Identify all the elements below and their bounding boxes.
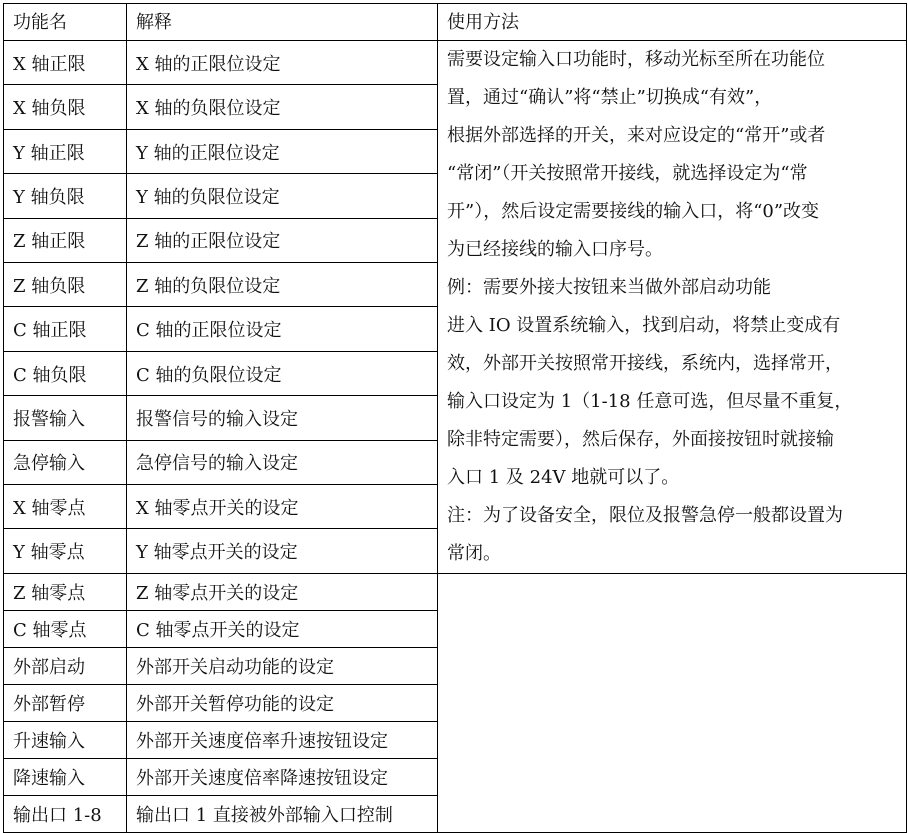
function-explanation: Z 轴零点开关的设定	[127, 574, 438, 611]
header-explanation: 解释	[127, 4, 438, 41]
function-name: Y 轴零点	[4, 529, 127, 574]
function-name: C 轴负限	[4, 351, 127, 395]
usage-line: 输入口设定为 1（1-18 任意可选，但尽量不重复，	[447, 391, 853, 412]
function-explanation: 外部开关速度倍率升速按钮设定	[127, 722, 438, 759]
function-explanation: Y 轴零点开关的设定	[127, 529, 438, 574]
function-name: C 轴正限	[4, 307, 127, 351]
usage-line: 入口 1 及 24V 地就可以了。	[447, 467, 680, 488]
table-row	[4, 41, 907, 85]
usage-line: 进入 IO 设置系统输入，找到启动，将禁止变成有	[447, 315, 841, 336]
usage-line: “常闭”（开关按照常开接线，就选择设定为“常	[447, 163, 808, 184]
usage-line: 为已经接线的输入口序号。	[447, 239, 663, 260]
function-name: X 轴零点	[4, 485, 127, 529]
function-explanation: Y 轴的负限位设定	[127, 174, 438, 218]
function-name: 输出口 1-8	[4, 796, 127, 833]
function-explanation: 外部开关启动功能的设定	[127, 648, 438, 685]
usage-instructions	[438, 41, 907, 574]
function-explanation: 外部开关速度倍率降速按钮设定	[127, 759, 438, 796]
usage-line: 置，通过“确认”将“禁止”切换成“有效”，	[447, 87, 773, 108]
function-explanation: C 轴的正限位设定	[127, 307, 438, 351]
function-explanation: 输出口 1 直接被外部输入口控制	[127, 796, 438, 833]
usage-line: 根据外部选择的开关，来对应设定的“常开”或者	[447, 125, 826, 146]
usage-note-line: 注：为了设备安全，限位及报警急停一般都设置为	[447, 505, 843, 526]
function-name: 报警输入	[4, 396, 127, 440]
function-explanation: 外部开关暂停功能的设定	[127, 685, 438, 722]
function-name: Z 轴正限	[4, 218, 127, 262]
function-explanation: Z 轴的正限位设定	[127, 218, 438, 262]
function-name: C 轴零点	[4, 611, 127, 648]
function-explanation: 急停信号的输入设定	[127, 440, 438, 484]
function-explanation: C 轴零点开关的设定	[127, 611, 438, 648]
table-header-row	[4, 4, 907, 41]
header-usage: 使用方法	[438, 4, 907, 41]
usage-line: 开”），然后设定需要接线的输入口，将“0”改变	[447, 201, 820, 222]
io-function-table	[3, 3, 907, 833]
function-name: X 轴正限	[4, 41, 127, 85]
empty-usage-cell	[438, 574, 907, 833]
function-name: 急停输入	[4, 440, 127, 484]
function-explanation: 报警信号的输入设定	[127, 396, 438, 440]
usage-line: 需要设定输入口功能时，移动光标至所在功能位	[447, 49, 825, 70]
function-explanation: Z 轴的负限位设定	[127, 263, 438, 307]
function-explanation: Y 轴的正限位设定	[127, 129, 438, 173]
function-name: Z 轴负限	[4, 263, 127, 307]
function-name: 升速输入	[4, 722, 127, 759]
function-name: 降速输入	[4, 759, 127, 796]
function-name: Y 轴负限	[4, 174, 127, 218]
table-row	[4, 574, 907, 611]
function-name: 外部启动	[4, 648, 127, 685]
usage-line: 效，外部开关按照常开接线，系统内，选择常开，	[447, 353, 843, 374]
function-name: X 轴负限	[4, 85, 127, 129]
function-explanation: X 轴零点开关的设定	[127, 485, 438, 529]
function-name: Z 轴零点	[4, 574, 127, 611]
function-name: 外部暂停	[4, 685, 127, 722]
usage-line: 除非特定需要），然后保存，外面接按钮时就接输	[447, 429, 834, 450]
function-name: Y 轴正限	[4, 129, 127, 173]
function-explanation: X 轴的正限位设定	[127, 41, 438, 85]
function-explanation: C 轴的负限位设定	[127, 351, 438, 395]
function-explanation: X 轴的负限位设定	[127, 85, 438, 129]
header-function-name: 功能名	[4, 4, 127, 41]
usage-line: 常闭。	[447, 543, 501, 564]
usage-example-line: 例：需要外接大按钮来当做外部启动功能	[447, 277, 771, 298]
